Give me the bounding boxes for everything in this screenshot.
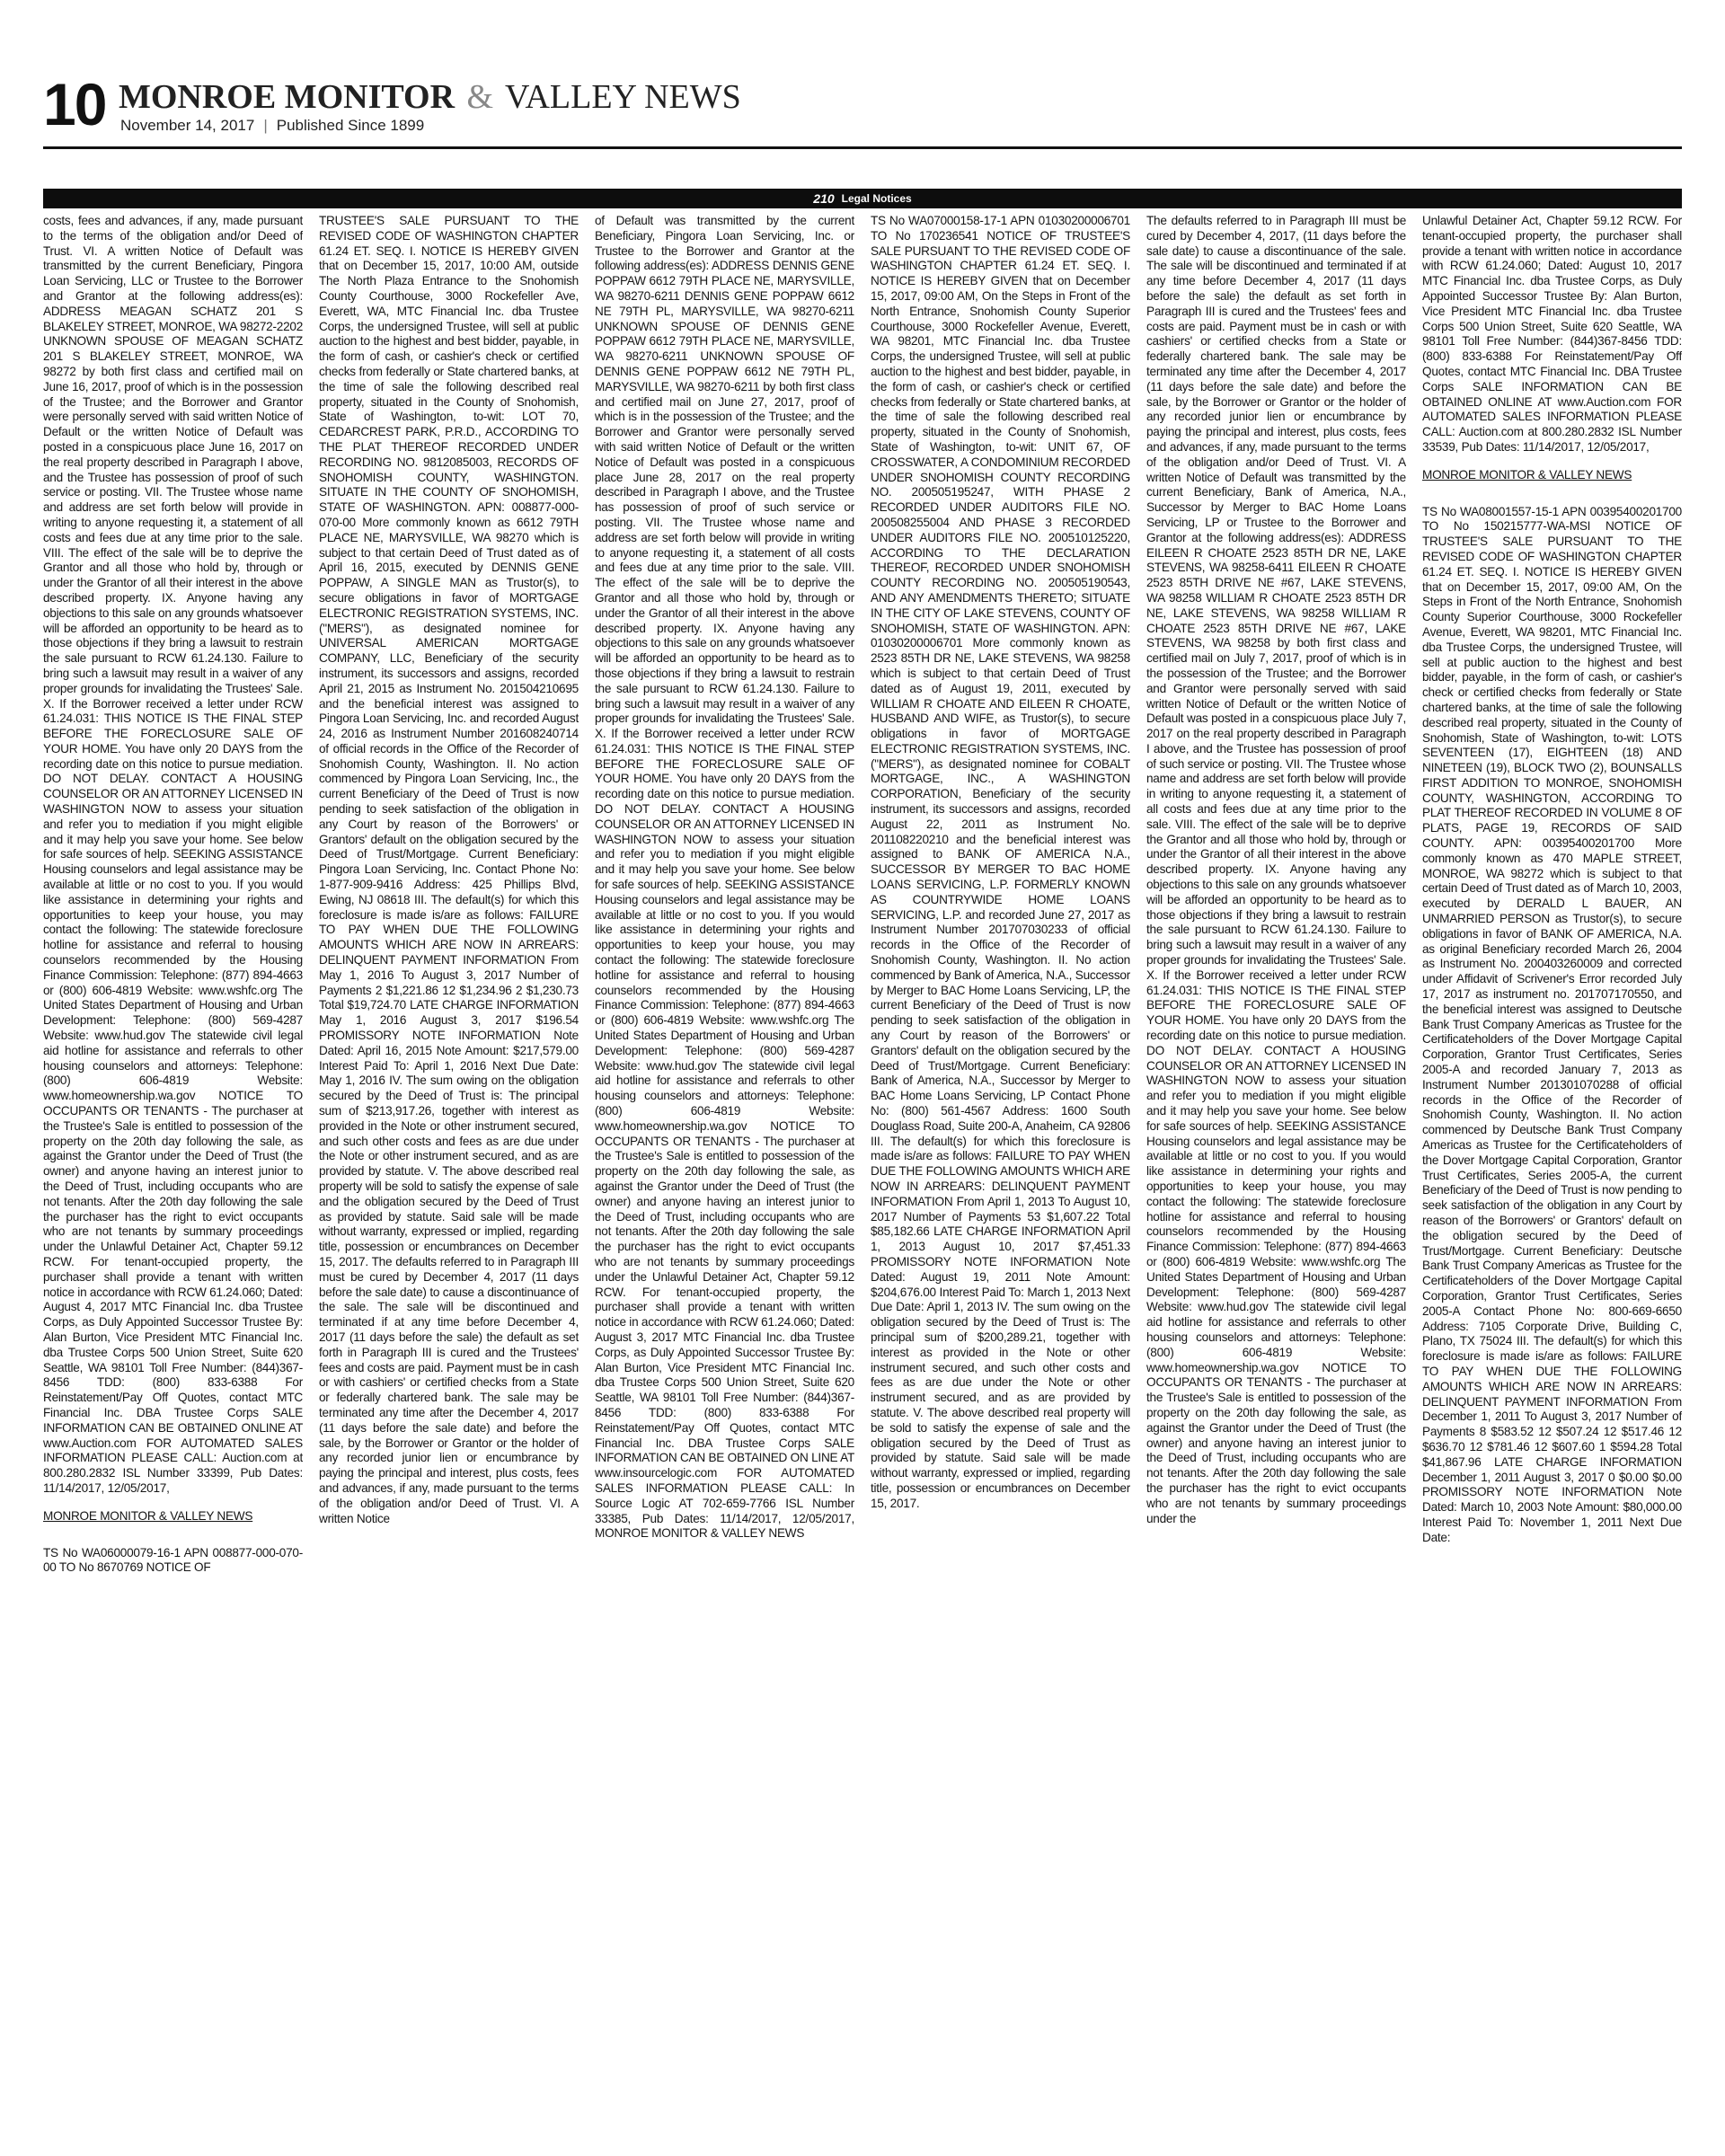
masthead-rule: [43, 146, 1682, 149]
publication-credit: MONROE MONITOR & VALLEY NEWS: [43, 1508, 253, 1523]
title-part-monitor: MONITOR: [284, 78, 456, 116]
column-4: [871, 214, 1130, 2136]
notice-text: Unlawful Detainer Act, Chapter 59.12 RCW. For tenant-occupied property, the purchaser shall provide a tenant with written notice in accordance with RCW 61.24.060; Dated: August 10, 2017 MTC Financial Inc. dba Trustee Corps, as Duly Appointed Successor Trustee By: Alan Burton, Vice President MTC Financial Inc. dba Trustee Corps 500 Union Street, Suite 620 Seattle, WA 98101 Toll Free Number: (844)367-8456 TDD: (800) 833-6388 For Reinstatement/Pay Off Quotes, contact MTC Financial Inc. DBA Trustee Corps SALE INFORMATION CAN BE OBTAINED ONLINE AT www.Auction.com FOR AUTOMATED SALES INFORMATION PLEASE CALL: Auction.com at 800.280.2832 ISL Number 33539, Pub Dates: 11/14/2017, 12/05/2017,: [1422, 214, 1682, 454]
notice-text: TS No WA08001557-15-1 APN 00395400201700 TO No 150215777-WA-MSI NOTICE OF TRUSTEE'S SALE PURSUANT TO THE REVISED CODE OF WASHINGTON CHAPTER 61.24 ET. SEQ. I. NOTICE IS HEREBY GIVEN that on December 15, 2017, 09:00 AM, On the Steps in Front of the North Entrance, Snohomish County Superior Courthouse, 3000 Rockefeller Avenue, Everett, WA 98201, MTC Financial Inc. dba Trustee Corps, the undersigned Trustee, will sell at public auction to the highest and best bidder, payable, in the form of cash, or cashier's check or certified checks from federally or State chartered banks, at the time of sale the following described real property, situated in the County of Snohomish, State of Washington, to-wit: LOTS SEVENTEEN (17), EIGHTEEN (18) AND NINETEEN (19), BLOCK TWO (2), BOUNSALLS FIRST ADDITION TO MONROE, SNOHOMISH COUNTY, WASHINGTON, ACCORDING TO PLAT THEREOF RECORDED IN VOLUME 8 OF PLATS, PAGE 19, RECORDS OF SAID COUNTY. APN: 00395400201700 More commonly known as 470 MAPLE STREET, MONROE, WA 98272 which is subject to that certain Deed of Trust dated as of March 10, 2003, executed by DERALD L BAUER, AN UNMARRIED PERSON as Trustor(s), to secure obligations in favor of BANK OF AMERICA, N.A. as original Beneficiary recorded March 26, 2004 as Instrument No. 200403260009 and corrected under Affidavit of Scrivener's Error recorded July 17, 2017 as instrument no. 201707170550, and the beneficial interest was assigned to Deutsche Bank Trust Company Americas as Trustee for the Certificateholders of the Dover Mortgage Capital Corporation, Grantor Trust Certificates, Series 2005-A and recorded January 7, 2013 as Instrument Number 201301070288 of official records in the Office of the Recorder of Snohomish County, Washington. II. No action commenced by Deutsche Bank Trust Company Americas as Trustee for the Certificateholders of the Dover Mortgage Capital Corporation, Grantor Trust Certificates, Series 2005-A, the current Beneficiary of the Deed of Trust is now pending to seek satisfaction of the obligation in any Court by reason of the Borrowers' or Grantors' default on the obligation secured by the Deed of Trust/Mortgage. Current Beneficiary: Deutsche Bank Trust Company Americas as Trustee for the Certificateholders of the Dover Mortgage Capital Corporation, Grantor Trust Certificates, Series 2005-A Contact Phone No: 800-669-6650 Address: 7105 Corporate Drive, Building C, Plano, TX 75024 III. The default(s) for which this foreclosure is made is/are as follows: FAILURE TO PAY WHEN DUE THE FOLLOWING AMOUNTS WHICH ARE NOW IN ARREARS: DELINQUENT PAYMENT INFORMATION From December 1, 2011 To August 3, 2017 Number of Payments 8 $583.52 12 $507.24 12 $517.46 12 $636.70 12 $781.46 12 $607.60 1 $594.28 Total $41,867.96 LATE CHARGE INFORMATION December 1, 2011 August 3, 2017 0 $0.00 $0.00 PROMISSORY NOTE INFORMATION Note Dated: March 10, 2003 Note Amount: $80,000.00 Interest Paid To: November 1, 2011 Next Due Date:: [1422, 504, 1682, 1544]
masthead: [43, 71, 1682, 142]
notice-text: The defaults referred to in Paragraph III must be cured by December 4, 2017, (11 days before the sale date) to cause a discontinuance of the sale. The sale will be discontinued and terminated if at any time before December 4, 2017 (11 days before the sale) the default as set forth in Paragraph III is cured and the Trustees' fees and costs are paid. Payment must be in cash or with cashiers' or certified checks from a State or federally chartered bank. The sale may be terminated any time after the December 4, 2017 (11 days before the sale date) and before the sale, by the Borrower or Grantor or the holder of any recorded junior lien or encumbrance by paying the principal and interest, plus costs, fees and advances, if any, made pursuant to the terms of the obligation and/or Deed of Trust. VI. A written Notice of Default was transmitted by the current Beneficiary, Bank of America, N.A., Successor by Merger to BAC Home Loans Servicing, LP or Trustee to the Borrower and Grantor at the following address(es): ADDRESS EILEEN R CHOATE 2523 85TH DR NE, LAKE STEVENS, WA 98258-6411 EILEEN R CHOATE 2523 85TH DRIVE NE #67, LAKE STEVENS, WA 98258 WILLIAM R CHOATE 2523 85TH DR NE, LAKE STEVENS, WA 98258 WILLIAM R CHOATE 2523 85TH DRIVE NE #67, LAKE STEVENS, WA 98258 by both first class and certified mail on July 7, 2017, proof of which is in the possession of the Trustee; and the Borrower and Grantor were personally served with said written Notice of Default or the written Notice of Default was posted in a conspicuous place July 7, 2017 on the real property described in Paragraph I above, and the Trustee has possession of proof of such service or posting. VII. The Trustee whose name and address are set forth below will provide in writing to anyone requesting it, a statement of all costs and fees due at any time prior to the sale. VIII. The effect of the sale will be to deprive the Grantor and all those who hold by, through or under the Grantor of all their interest in the above described property. IX. Anyone having any objections to this sale on any grounds whatsoever will be afforded an opportunity to be heard as to those objections if they bring a lawsuit to restrain the sale pursuant to RCW 61.24.130. Failure to bring such a lawsuit may result in a waiver of any proper grounds for invalidating the Trustees' Sale. X. If the Borrower received a letter under RCW 61.24.031: THIS NOTICE IS THE FINAL STEP BEFORE THE FORECLOSURE SALE OF YOUR HOME. You have only 20 DAYS from the recording date on this notice to pursue mediation. DO NOT DELAY. CONTACT A HOUSING COUNSELOR OR AN ATTORNEY LICENSED IN WASHINGTON NOW to assess your situation and refer you to mediation if you might eligible and it may help you save your home. See below for safe sources of help. SEEKING ASSISTANCE Housing counselors and legal assistance may be available at little or no cost to you. If you would like assistance in determining your rights and opportunities to keep your house, you may contact the following: The statewide foreclosure hotline for assistance and referral to housing counselors recommended by the Housing Finance Commission: Telephone: (877) 894-4663 or (800) 606-4819 Website: www.wshfc.org The United States Department of Housing and Urban Development: Telephone: (800) 569-4287 Website: www.hud.gov The statewide civil legal aid hotline for assistance and referrals to other housing counselors and attorneys: Telephone: (800) 606-4819 Website: www.homeownership.wa.gov NOTICE TO OCCUPANTS OR TENANTS - The purchaser at the Trustee's Sale is entitled to possession of the property on the 20th day following the sale, as against the Grantor under the Deed of Trust (the owner) and anyone having an interest junior to the Deed of Trust, including occupants who are not tenants. After the 20th day following the sale the purchaser has the right to evict occupants who are not tenants by summary proceedings under the: [1146, 214, 1406, 1525]
dateline-separator: |: [263, 117, 268, 134]
column-3: [595, 214, 854, 2136]
tagline: Published Since 1899: [276, 117, 425, 134]
page-number: 10: [43, 71, 106, 137]
section-number: 210: [813, 191, 835, 206]
title-part-valley-news: VALLEY NEWS: [504, 78, 741, 116]
notice-text: TS No WA06000079-16-1 APN 008877-000-070-00 TO No 8670769 NOTICE OF: [43, 1545, 303, 1575]
section-header-bar: [43, 189, 1682, 208]
title-ampersand: &: [466, 78, 494, 116]
section-name: Legal Notices: [841, 192, 912, 205]
publication-title: [119, 79, 741, 115]
notice-text: costs, fees and advances, if any, made pursuant to the terms of the obligation and/or Deed of Trust. VI. A written Notice of Default was transmitted by the current Beneficiary, Pingora Loan Servicing, LLC or Trustee to the Borrower and Grantor at the following address(es): ADDRESS MEAGAN SCHATZ 201 S BLAKELEY STREET, MONROE, WA 98272-2202 UNKNOWN SPOUSE OF MEAGAN SCHATZ 201 S BLAKELEY STREET, MONROE, WA 98272 by both first class and certified mail on June 16, 2017, proof of which is in the possession of the Trustee; and the Borrower and Grantor were personally served with said written Notice of Default or the written Notice of Default was posted in a conspicuous place June 16, 2017 on the real property described in Paragraph I above, and the Trustee has possession of proof of such service or posting. VII. The Trustee whose name and address are set forth below will provide in writing to anyone requesting it, a statement of all costs and fees due at any time prior to the sale. VIII. The effect of the sale will be to deprive the Grantor and all those who hold by, through or under the Grantor of all their interest in the above described property. IX. Anyone having any objections to this sale on any grounds whatsoever will be afforded an opportunity to be heard as to those objections if they bring a lawsuit to restrain the sale pursuant to RCW 61.24.130. Failure to bring such a lawsuit may result in a waiver of any proper grounds for invalidating the Trustees' Sale. X. If the Borrower received a letter under RCW 61.24.031: THIS NOTICE IS THE FINAL STEP BEFORE THE FORECLOSURE SALE OF YOUR HOME. You have only 20 DAYS from the recording date on this notice to pursue mediation. DO NOT DELAY. CONTACT A HOUSING COUNSELOR OR AN ATTORNEY LICENSED IN WASHINGTON NOW to assess your situation and refer you to mediation if you might eligible and it may help you save your home. See below for safe sources of help. SEEKING ASSISTANCE Housing counselors and legal assistance may be available at little or no cost to you. If you would like assistance in determining your rights and opportunities to keep your house, you may contact the following: The statewide foreclosure hotline for assistance and referral to housing counselors recommended by the Housing Finance Commission: Telephone: (877) 894-4663 or (800) 606-4819 Website: www.wshfc.org The United States Department of Housing and Urban Development: Telephone: (800) 569-4287 Website: www.hud.gov The statewide civil legal aid hotline for assistance and referrals to other housing counselors and attorneys: Telephone: (800) 606-4819 Website: www.homeownership.wa.gov NOTICE TO OCCUPANTS OR TENANTS - The purchaser at the Trustee's Sale is entitled to possession of the property on the 20th day following the sale, as against the Grantor under the Deed of Trust (the owner) and anyone having an interest junior to the Deed of Trust, including occupants who are not tenants. After the 20th day following the sale the purchaser has the right to evict occupants who are not tenants by summary proceedings under the Unlawful Detainer Act, Chapter 59.12 RCW. For tenant-occupied property, the purchaser shall provide a tenant with written notice in accordance with RCW 61.24.060; Dated: August 4, 2017 MTC Financial Inc. dba Trustee Corps, as Duly Appointed Successor Trustee By: Alan Burton, Vice President MTC Financial Inc. dba Trustee Corps 500 Union Street, Suite 620 Seattle, WA 98101 Toll Free Number: (844)367-8456 TDD: (800) 833-6388 For Reinstatement/Pay Off Quotes, contact MTC Financial Inc. DBA Trustee Corps SALE INFORMATION CAN BE OBTAINED ONLINE AT www.Auction.com FOR AUTOMATED SALES INFORMATION PLEASE CALL: Auction.com at 800.280.2832 ISL Number 33399, Pub Dates: 11/14/2017, 12/05/2017,: [43, 214, 303, 1495]
column-1: [43, 214, 303, 2136]
notice-text: TS No WA07000158-17-1 APN 01030200006701 TO No 170236541 NOTICE OF TRUSTEE'S SALE PURSUANT TO THE REVISED CODE OF WASHINGTON CHAPTER 61.24 ET. SEQ. I. NOTICE IS HEREBY GIVEN that on December 15, 2017, 09:00 AM, On the Steps in Front of the North Entrance, Snohomish County Superior Courthouse, 3000 Rockefeller Avenue, Everett, WA 98201, MTC Financial Inc. dba Trustee Corps, the undersigned Trustee, will sell at public auction to the highest and best bidder, payable, in the form of cash, or cashier's check or certified checks from federally or State chartered banks, at the time of sale the following described real property, situated in the County of Snohomish, State of Washington, to-wit: UNIT 67, OF CROSSWATER, A CONDOMINIUM RECORDED UNDER SNOHOMISH COUNTY RECORDING NO. 200505195247, WITH PHASE 2 RECORDED UNDER AUDITORS FILE NO. 200508255004 AND PHASE 3 RECORDED UNDER AUDITORS FILE NO. 200510125220, ACCORDING TO THE DECLARATION THEREOF, RECORDED UNDER SNOHOMISH COUNTY RECORDING NO. 200505190543, AND ANY AMENDMENTS THERETO; SITUATE IN THE CITY OF LAKE STEVENS, COUNTY OF SNOHOMISH, STATE OF WASHINGTON. APN: 01030200006701 More commonly known as 2523 85TH DR NE, LAKE STEVENS, WA 98258 which is subject to that certain Deed of Trust dated as of August 19, 2011, executed by WILLIAM R CHOATE AND EILEEN R CHOATE, HUSBAND AND WIFE, as Trustor(s), to secure obligations in favor of MORTGAGE ELECTRONIC REGISTRATION SYSTEMS, INC. ("MERS"), as designated nominee for COBALT MORTGAGE, INC., A WASHINGTON CORPORATION, Beneficiary of the security instrument, its successors and assigns, recorded August 22, 2011 as Instrument No. 201108220210 and the beneficial interest was assigned to BANK OF AMERICA N.A., SUCCESSOR BY MERGER TO BAC HOME LOANS SERVICING, L.P. FORMERLY KNOWN AS COUNTRYWIDE HOME LOANS SERVICING, L.P. and recorded June 27, 2017 as Instrument Number 201707030233 of official records in the Office of the Recorder of Snohomish County, Washington. II. No action commenced by Bank of America, N.A., Successor by Merger to BAC Home Loans Servicing, LP, the current Beneficiary of the Deed of Trust is now pending to seek satisfaction of the obligation in any Court by reason of the Borrowers' or Grantors' default on the obligation secured by the Deed of Trust/Mortgage. Current Beneficiary: Bank of America, N.A., Successor by Merger to BAC Home Loans Servicing, LP Contact Phone No: (800) 561-4567 Address: 1600 South Douglass Road, Suite 200-A, Anaheim, CA 92806 III. The default(s) for which this foreclosure is made is/are as follows: FAILURE TO PAY WHEN DUE THE FOLLOWING AMOUNTS WHICH ARE NOW IN ARREARS: DELINQUENT PAYMENT INFORMATION From April 1, 2013 To August 10, 2017 Number of Payments 53 $1,607.22 Total $85,182.66 LATE CHARGE INFORMATION April 1, 2013 August 10, 2017 $7,451.33 PROMISSORY NOTE INFORMATION Note Dated: August 19, 2011 Note Amount: $204,676.00 Interest Paid To: March 1, 2013 Next Due Date: April 1, 2013 IV. The sum owing on the obligation secured by the Deed of Trust is: The principal sum of $200,289.21, together with interest as provided in the Note or other instrument secured, and such other costs and fees as are due under the Note or other instrument secured, and as are provided by statute. V. The above described real property will be sold to satisfy the expense of sale and the obligation secured by the Deed of Trust as provided by statute. Said sale will be made without warranty, expressed or implied, regarding title, possession or encumbrances on December 15, 2017.: [871, 214, 1130, 1510]
notice-text: TRUSTEE'S SALE PURSUANT TO THE REVISED CODE OF WASHINGTON CHAPTER 61.24 ET. SEQ. I. NOTICE IS HEREBY GIVEN that on December 15, 2017, 10:00 AM, outside The North Plaza Entrance to the Snohomish County Courthouse, 3000 Rockefeller Ave, Everett, WA, MTC Financial Inc. dba Trustee Corps, the undersigned Trustee, will sell at public auction to the highest and best bidder, payable, in the form of cash, or cashier's check or certified checks from federally or State chartered banks, at the time of sale the following described real property, situated in the County of Snohomish, State of Washington, to-wit: LOT 70, CEDARCREST PARK, P.R.D., ACCORDING TO THE PLAT THEREOF RECORDED UNDER RECORDING NO. 9812085003, RECORDS OF SNOHOMISH COUNTY, WASHINGTON. SITUATE IN THE COUNTY OF SNOHOMISH, STATE OF WASHINGTON. APN: 008877-000-070-00 More commonly known as 6612 79TH PLACE NE, MARYSVILLE, WA 98270 which is subject to that certain Deed of Trust dated as of April 16, 2015, executed by DENNIS GENE POPPAW, A SINGLE MAN as Trustor(s), to secure obligations in favor of MORTGAGE ELECTRONIC REGISTRATION SYSTEMS, INC. ("MERS"), as designated nominee for UNIVERSAL AMERICAN MORTGAGE COMPANY, LLC, Beneficiary of the security instrument, its successors and assigns, recorded April 21, 2015 as Instrument No. 201504210695 and the beneficial interest was assigned to Pingora Loan Servicing, Inc. and recorded August 24, 2016 as Instrument Number 201608240714 of official records in the Office of the Recorder of Snohomish County, Washington. II. No action commenced by Pingora Loan Servicing, Inc., the current Beneficiary of the Deed of Trust is now pending to seek satisfaction of the obligation in any Court by reason of the Borrowers' or Grantors' default on the obligation secured by the Deed of Trust/Mortgage. Current Beneficiary: Pingora Loan Servicing, Inc. Contact Phone No: 1-877-909-9416 Address: 425 Phillips Blvd, Ewing, NJ 08618 III. The default(s) for which this foreclosure is made is/are as follows: FAILURE TO PAY WHEN DUE THE FOLLOWING AMOUNTS WHICH ARE NOW IN ARREARS: DELINQUENT PAYMENT INFORMATION From May 1, 2016 To August 3, 2017 Number of Payments 2 $1,221.86 12 $1,234.96 2 $1,230.73 Total $19,724.70 LATE CHARGE INFORMATION May 1, 2016 August 3, 2017 $196.54 PROMISSORY NOTE INFORMATION Note Dated: April 16, 2015 Note Amount: $217,579.00 Interest Paid To: April 1, 2016 Next Due Date: May 1, 2016 IV. The sum owing on the obligation secured by the Deed of Trust is: The principal sum of $213,917.26, together with interest as provided in the Note or other instrument secured, and such other costs and fees as are due under the Note or other instrument secured, and as are provided by statute. V. The above described real property will be sold to satisfy the expense of sale and the obligation secured by the Deed of Trust as provided by statute. Said sale will be made without warranty, expressed or implied, regarding title, possession or encumbrances on December 15, 2017. The defaults referred to in Paragraph III must be cured by December 4, 2017 (11 days before the sale date) to cause a discontinuance of the sale. The sale will be discontinued and terminated if at any time before December 4, 2017 (11 days before the sale) the default as set forth in Paragraph III is cured and the Trustees' fees and costs are paid. Payment must be in cash or with cashiers' or certified checks from a State or federally chartered bank. The sale may be terminated any time after the December 4, 2017 (11 days before the sale date) and before the sale, by the Borrower or Grantor or the holder of any recorded junior lien or encumbrance by paying the principal and interest, plus costs, fees and advances, if any, made pursuant to the terms of the obligation and/or Deed of Trust. VI. A written Notice: [319, 214, 579, 1525]
title-part-monroe: MONROE: [119, 78, 277, 116]
issue-date: November 14, 2017: [120, 117, 255, 134]
publication-credit: MONROE MONITOR & VALLEY NEWS: [1422, 467, 1632, 482]
column-2: [319, 214, 579, 2136]
publication-dateline: [120, 117, 424, 135]
column-6: [1422, 214, 1682, 2136]
legal-notices-columns: [43, 214, 1682, 2136]
column-5: [1146, 214, 1406, 2136]
notice-text: of Default was transmitted by the current Beneficiary, Pingora Loan Servicing, Inc. or Trustee to the Borrower and Grantor at the following address(es): ADDRESS DENNIS GENE POPPAW 6612 79TH PLACE NE, MARYSVILLE, WA 98270-6211 DENNIS GENE POPPAW 6612 NE 79TH PL, MARYSVILLE, WA 98270-6211 UNKNOWN SPOUSE OF DENNIS GENE POPPAW 6612 79TH PLACE NE, MARYSVILLE, WA 98270-6211 UNKNOWN SPOUSE OF DENNIS GENE POPPAW 6612 NE 79TH PL, MARYSVILLE, WA 98270-6211 by both first class and certified mail on June 27, 2017, proof of which is in the possession of the Trustee; and the Borrower and Grantor were personally served with said written Notice of Default or the written Notice of Default was posted in a conspicuous place June 28, 2017 on the real property described in Paragraph I above, and the Trustee has possession of proof of such service or posting. VII. The Trustee whose name and address are set forth below will provide in writing to anyone requesting it, a statement of all costs and fees due at any time prior to the sale. VIII. The effect of the sale will be to deprive the Grantor and all those who hold by, through or under the Grantor of all their interest in the above described property. IX. Anyone having any objections to this sale on any grounds whatsoever will be afforded an opportunity to be heard as to those objections if they bring a lawsuit to restrain the sale pursuant to RCW 61.24.130. Failure to bring such a lawsuit may result in a waiver of any proper grounds for invalidating the Trustees' Sale. X. If the Borrower received a letter under RCW 61.24.031: THIS NOTICE IS THE FINAL STEP BEFORE THE FORECLOSURE SALE OF YOUR HOME. You have only 20 DAYS from the recording date on this notice to pursue mediation. DO NOT DELAY. CONTACT A HOUSING COUNSELOR OR AN ATTORNEY LICENSED IN WASHINGTON NOW to assess your situation and refer you to mediation if you might eligible and it may help you save your home. See below for safe sources of help. SEEKING ASSISTANCE Housing counselors and legal assistance may be available at little or no cost to you. If you would like assistance in determining your rights and opportunities to keep your house, you may contact the following: The statewide foreclosure hotline for assistance and referral to housing counselors recommended by the Housing Finance Commission: Telephone: (877) 894-4663 or (800) 606-4819 Website: www.wshfc.org The United States Department of Housing and Urban Development: Telephone: (800) 569-4287 Website: www.hud.gov The statewide civil legal aid hotline for assistance and referrals to other housing counselors and attorneys: Telephone: (800) 606-4819 Website: www.homeownership.wa.gov NOTICE TO OCCUPANTS OR TENANTS - The purchaser at the Trustee's Sale is entitled to possession of the property on the 20th day following the sale, as against the Grantor under the Deed of Trust (the owner) and anyone having an interest junior to the Deed of Trust, including occupants who are not tenants. After the 20th day following the sale the purchaser has the right to evict occupants who are not tenants by summary proceedings under the Unlawful Detainer Act, Chapter 59.12 RCW. For tenant-occupied property, the purchaser shall provide a tenant with written notice in accordance with RCW 61.24.060; Dated: August 3, 2017 MTC Financial Inc. dba Trustee Corps, as Duly Appointed Successor Trustee By: Alan Burton, Vice President MTC Financial Inc. dba Trustee Corps 500 Union Street, Suite 620 Seattle, WA 98101 Toll Free Number: (844)367-8456 TDD: (800) 833-6388 For Reinstatement/Pay Off Quotes, contact MTC Financial Inc. DBA Trustee Corps SALE INFORMATION CAN BE OBTAINED ON LINE AT www.insourcelogic.com FOR AUTOMATED SALES INFORMATION PLEASE CALL: In Source Logic AT 702-659-7766 ISL Number 33385, Pub Dates: 11/14/2017, 12/05/2017, MONROE MONITOR & VALLEY NEWS: [595, 214, 854, 1541]
